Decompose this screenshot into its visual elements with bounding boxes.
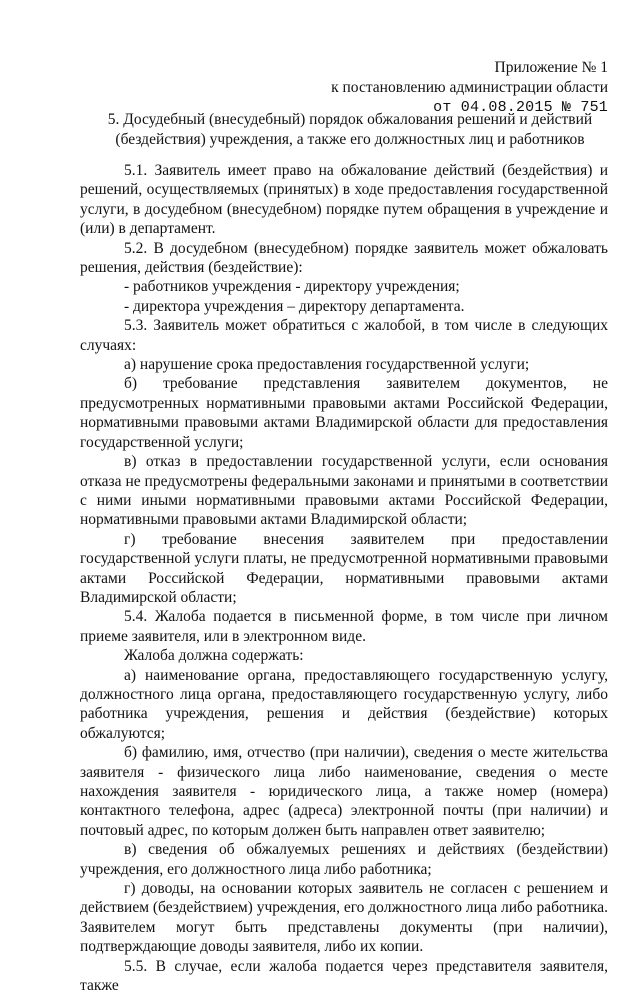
list-item-5-3-g: г) требование внесения заявителем при предоставлении государственной услуги платы, не предусмотренной нормативными правовыми актами Российской Федерации, нормативными правовыми актами Владимирской области;	[80, 530, 608, 606]
list-item-director: - директора учреждения – директору департамента.	[124, 297, 465, 315]
paragraph-5-5: 5.5. В случае, если жалоба подается через представителя заявителя, также	[80, 957, 608, 995]
list-item-5-3-b: б) требование представления заявителем документов, не предусмотренных нормативными правовыми актами Российской Федерации, нормативными правовыми актами Владимирской области для предоставления государственной услуги;	[80, 375, 608, 451]
list-item-5-4-v: в) сведения об обжалуемых решениях и действиях (бездействии) учреждения, его должностного лица либо работника;	[80, 841, 608, 878]
list-item-5-4-b: б) фамилию, имя, отчество (при наличии), сведения о месте жительства заявителя - физического лица либо наименование, сведения о месте нахождения заявителя - юридического лица, а также номер (номера) контактного телефона, адрес (адреса) электронной почты (при наличии) и почтовый адрес, по которым должен быть направлен ответ заявителю;	[80, 744, 608, 839]
list-item-5-4-a: а) наименование органа, предоставляющего государственную услугу, должностного лица органа, предоставляющего государственную услугу, либо работника учреждения, решения и действия (бездействие) которых обжалуются;	[80, 666, 608, 742]
appendix-reference: к постановлению администрации области	[331, 79, 608, 96]
decree-date-number: от 04.08.2015 № 751	[433, 99, 608, 116]
list-item-5-3-v: в) отказ в предоставлении государственной услуги, если основания отказа не предусмотрены федеральными законами и принятыми в соответствии с ними иными нормативными правовыми актами Российской Федерации, нормативными правовыми актами Владимирской области;	[80, 453, 608, 529]
paragraph-5-1: 5.1. Заявитель имеет право на обжалование действий (бездействия) и решений, осуществляемых (принятых) в ходе предоставления государственной услуги, в досудебном (внесудебном) порядке путем обращения в учреждение и (или) в департамент.	[80, 162, 608, 238]
paragraph-5-3: 5.3. Заявитель может обратиться с жалобой, в том числе в следующих случаях:	[80, 317, 608, 354]
paragraph-5-4: 5.4. Жалоба подается в письменной форме, в том числе при личном приеме заявителя, или в электронном виде.	[80, 608, 608, 645]
list-item-5-3-a: а) нарушение срока предоставления государственной услуги;	[124, 356, 530, 374]
list-item-5-4-g: г) доводы, на основании которых заявитель не согласен с решением и действием (бездействием) учреждения, его должностного лица либо работника. Заявителем могут быть представлены документы (при наличии), подтверждающие доводы заявителя, либо их копии.	[80, 880, 608, 956]
complaint-contents-intro: Жалоба должна содержать:	[124, 647, 304, 665]
paragraph-5-2: 5.2. В досудебном (внесудебном) порядке заявитель может обжаловать решения, действия (бездействие):	[80, 239, 608, 277]
document-body	[80, 161, 608, 995]
appendix-number: Приложение № 1	[494, 59, 608, 76]
list-item-employees: - работников учреждения - директору учреждения;	[124, 278, 460, 296]
appendix-header	[288, 58, 608, 118]
section-title: 5. Досудебный (внесудебный) порядок обжалования решений и действий (бездействия) учреждения, а также его должностных лиц и работников	[107, 111, 593, 148]
